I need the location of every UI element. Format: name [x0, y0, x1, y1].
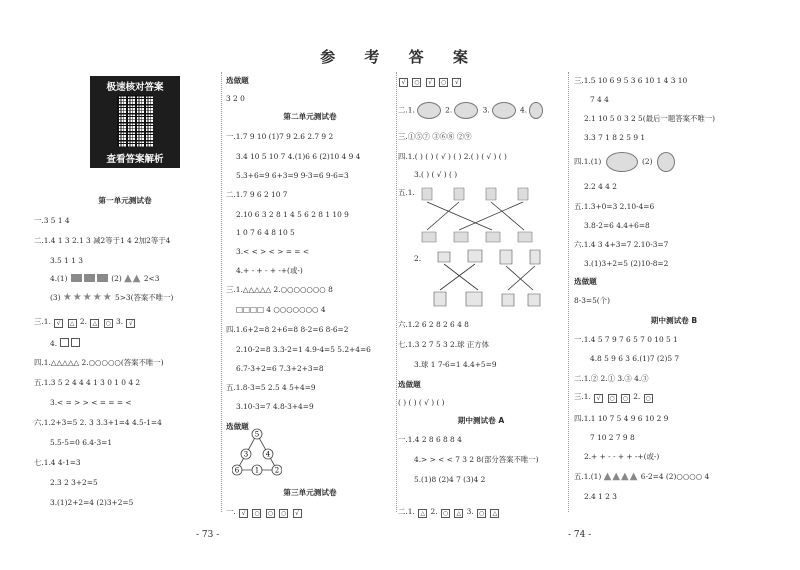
answer-line: □□□□ 4 ○○○○○○○ 4 — [236, 305, 326, 314]
answer-line: 5.5-5=0 6.4-3=1 — [50, 438, 113, 447]
checkbox-mark: △ — [490, 509, 499, 518]
checkbox-mark: △ — [454, 509, 463, 518]
section-label: 选做题 — [574, 277, 597, 286]
checkbox-mark: △ — [68, 319, 77, 328]
filled-square-icon — [84, 274, 95, 282]
checkbox-icon — [60, 338, 69, 347]
section-label: 选做题 — [226, 76, 249, 85]
answer-text: 3. — [482, 105, 490, 115]
answer-line: 六.1.4 3 4+3=7 2.10-3=7 — [574, 240, 669, 249]
checkbox-mark: √ — [126, 319, 135, 328]
answer-line: ( ) ( ) ( √ ) ( ) — [398, 398, 445, 407]
answer-line: 3.8-2=6 4.4+6=8 — [584, 221, 650, 230]
answer-line: 2.10-2=8 3.3-2=1 4.9-4=5 5.2+4=6 — [236, 345, 371, 354]
answer-line: 3.( ) ( √ ) ( ) — [414, 170, 458, 179]
page-number-left: - 73 - — [196, 530, 220, 540]
answer-line: 7 4 4 — [590, 95, 609, 104]
checkbox-icon — [71, 338, 80, 347]
qr-code-icon[interactable] — [117, 95, 153, 147]
answers-column-3 — [398, 70, 564, 517]
answer-text: 三.1. — [34, 317, 51, 326]
answer-line: 4.8 5 9 6 3 6.(1)7 (2)5 7 — [590, 354, 680, 363]
answer-line: 5.(1)8 (2)4 7 (3)4 2 — [414, 475, 486, 484]
answer-line: 五.1.8-3=5 2.5 4 5+4=9 — [226, 383, 316, 392]
section-heading: 第二单元测试卷 — [283, 112, 337, 121]
answer-line: 四.1.( ) ( ) ( √ ) ( ) 2.( ) ( √ ) ( ) — [398, 152, 507, 161]
answer-line: 7 10 2 7 9 8 — [590, 433, 635, 442]
answers-column-2 — [226, 70, 394, 517]
answer-line — [50, 293, 173, 303]
answer-text: 二.1. — [398, 507, 415, 516]
answers-column-1 — [34, 70, 216, 510]
checkbox-mark: ○ — [414, 79, 420, 86]
answer-line — [50, 274, 159, 284]
answer-text: 5>3(答案不唯一) — [115, 293, 174, 302]
answer-line: 一.1.7 9 10 (1)7 9 2.6 2.7 9 2 — [226, 132, 334, 141]
triangle-node: 2 — [274, 466, 280, 475]
checkbox-mark: ○ — [267, 510, 273, 517]
answer-line: 七.1.3 2 7 5 3 2.球 正方体 — [398, 340, 490, 349]
checkbox-mark: ○ — [254, 510, 260, 517]
answer-text: 2. — [430, 507, 438, 516]
triangle-node: 3 — [243, 450, 249, 459]
answer-line: 二.1.7 9 6 2 10 7 — [226, 190, 288, 199]
answer-line: 2.+ + - - + + -+(或-) — [584, 452, 660, 461]
column-divider — [396, 72, 397, 512]
answer-text: (2) — [641, 157, 653, 166]
checkbox-mark: ○ — [281, 510, 287, 517]
number-triangle-diagram — [232, 426, 282, 476]
answer-text: 6-2=4 (2)○○○○ 4 — [640, 472, 710, 481]
checkbox-mark: √ — [594, 394, 603, 403]
answer-text: 四.1.(1) — [574, 157, 602, 166]
answer-line: 2.10 6 3 2 8 1 4 5 6 2 8 1 10 9 — [236, 210, 349, 219]
answer-line: 8-3=5(个) — [574, 296, 610, 305]
answer-line: 3.5 1 1 3 — [50, 256, 83, 265]
triangle-icon: ▲▲▲▲ — [603, 471, 639, 482]
filled-square-icon — [97, 274, 108, 282]
answer-text: 2. — [633, 392, 641, 401]
answer-text: 三.1. — [574, 392, 591, 401]
answer-line: 4.> > < < 7 3 2 8(部分答案不唯一) — [414, 455, 539, 464]
answer-line — [574, 392, 654, 403]
answer-line: 3.(1)3+2=5 (2)10-8=2 — [584, 259, 669, 268]
answer-line: 四.1.△△△△△ 2.○○○○○(答案不唯一) — [34, 358, 164, 367]
answer-line: 6.7-3+2=6 7.3+2+3=8 — [236, 364, 324, 373]
answer-text: 五.1.(1) — [574, 472, 602, 481]
answer-line — [398, 102, 545, 119]
answer-line: 3 2 0 — [226, 94, 245, 103]
checkbox-mark: √ — [452, 78, 461, 87]
answer-line: 二.1.4 1 3 2.1 3 减2等于1 4 2加2等于4 — [34, 236, 171, 245]
answer-line: 3.球 1 7-6=1 4.4+5=9 — [414, 360, 497, 369]
qr-bottom-text: 查看答案解析 — [106, 154, 164, 165]
triangle-node: 4 — [265, 450, 271, 459]
answer-line — [34, 317, 136, 328]
leaf-picture-icon — [492, 102, 516, 119]
answer-text: 2. — [79, 317, 87, 326]
answer-line: 五.1.3 5 2 4 4 4 1 3 0 1 0 4 2 — [34, 378, 141, 387]
dinosaur-picture-icon — [606, 152, 638, 172]
page-number-right: - 74 - — [568, 530, 592, 540]
answer-line: 1 0 7 6 4 8 10 5 — [236, 228, 295, 237]
answer-line: 一.1.4 2 8 6 8 8 4 — [398, 435, 462, 444]
answer-line: 3.10-3=7 4.8-3+4=9 — [236, 402, 314, 411]
answer-line: 一.1.4 5 7 9 7 6 5 7 0 10 5 1 — [574, 335, 678, 344]
answer-text: 4.(1) — [50, 274, 68, 283]
answer-line: 2.2 4 4 2 — [584, 182, 617, 191]
answer-line: 2. — [414, 254, 422, 263]
answer-line: 3.(1)2+2=4 (2)3+2=5 — [50, 498, 134, 507]
column-divider — [568, 72, 569, 512]
star-icon: ★★★★★ — [62, 292, 113, 303]
answer-text: 2. — [445, 105, 453, 115]
section-heading: 第一单元测试卷 — [98, 196, 152, 205]
answer-text: 4. — [520, 105, 528, 115]
matching-lines-diagram-2 — [418, 248, 548, 310]
answer-line — [574, 472, 709, 482]
answer-line: 4.+ - + - + -+(或-) — [236, 266, 303, 275]
answer-line: 2.3 2 3+2=5 — [50, 478, 98, 487]
triangle-node: 5 — [254, 430, 260, 439]
answer-line — [226, 507, 303, 518]
triangle-node: 1 — [254, 466, 260, 475]
checkbox-mark: √ — [426, 78, 435, 87]
page-title: 参 考 答 案 — [320, 48, 480, 66]
answer-line: 2.4 1 2 3 — [584, 492, 617, 501]
checkbox-mark: ○ — [622, 395, 628, 402]
answer-line — [574, 152, 677, 172]
fish-picture-icon — [454, 102, 478, 119]
section-label: 选做题 — [398, 380, 421, 389]
answer-line — [398, 76, 462, 87]
answer-line: 2.1 10 5 0 3 2 5(最后一题答案不唯一) — [584, 114, 716, 123]
answer-text: 4. — [50, 339, 58, 348]
answer-line: 六.1.2+3=5 2. 3 3.3+1=4 4.5-1=4 — [34, 418, 162, 427]
checkbox-mark: √ — [399, 78, 408, 87]
answer-line: 一.3 5 1 4 — [34, 216, 70, 225]
answer-line: 四.1.6+2=8 2+6=8 8-2=6 8-6=2 — [226, 325, 349, 334]
checkbox-mark: √ — [239, 509, 248, 518]
section-heading: 期中测试卷 B — [650, 316, 698, 325]
answer-text: (3) — [50, 293, 61, 302]
answer-line: 四.1.1 10 7 5 4 9 6 10 2 9 — [574, 414, 669, 423]
checkbox-mark: √ — [54, 319, 63, 328]
balloon-picture-icon — [657, 152, 675, 172]
answer-line: 3.4 10 5 10 7 4.(1)6 6 (2)10 4 9 4 — [236, 152, 361, 161]
answer-line: 3.< = > > < = = = < — [50, 398, 132, 407]
checkbox-mark: ○ — [609, 395, 615, 402]
checkbox-mark: √ — [293, 509, 302, 518]
section-heading: 第三单元测试卷 — [283, 488, 337, 497]
answer-line — [398, 507, 500, 518]
answer-line: 3.3 7 1 8 2 5 9 1 — [584, 133, 646, 142]
answer-text: 二.1. — [398, 105, 415, 115]
checkbox-mark: ○ — [478, 510, 485, 517]
answer-text: 2<3 — [143, 274, 160, 283]
shell-picture-icon — [417, 102, 441, 119]
answers-column-4 — [574, 70, 774, 510]
column-divider — [221, 72, 222, 512]
checkbox-mark: △ — [90, 319, 99, 328]
triangle-icon: ▲▲ — [124, 273, 142, 284]
answer-line: 五.1.3+0=3 2.10-4=6 — [574, 202, 655, 211]
qr-top-text: 极速核对答案 — [106, 82, 164, 93]
answer-line: 3.< < > < > = = < — [236, 247, 310, 256]
answer-line: 五.1. — [398, 188, 415, 197]
answer-line: 六.1.2 6 2 8 2 6 4 8 — [398, 320, 469, 329]
section-label: 选做题 — [226, 422, 249, 431]
answer-line — [50, 338, 81, 349]
checkbox-mark: ○ — [440, 79, 447, 86]
triangle-node: 6 — [234, 466, 240, 475]
answer-text: 3. — [116, 317, 124, 326]
answer-line: 三.1.△△△△△ 2.○○○○○○○ 8 — [226, 285, 333, 294]
checkbox-mark: ○ — [645, 395, 651, 402]
checkbox-mark: ○ — [442, 510, 449, 517]
checkbox-mark: ○ — [105, 320, 111, 327]
matching-lines-diagram-1 — [414, 186, 544, 246]
section-heading: 期中测试卷 A — [457, 416, 505, 425]
answer-line: 七.1.4 4-1=3 — [34, 458, 81, 467]
answer-text: (2) — [111, 274, 122, 283]
answer-text: 一. — [226, 507, 236, 516]
answer-line: 三.①⑤⑦ ③⑥⑧ ②⑨ — [398, 132, 472, 141]
filled-square-icon — [71, 274, 82, 282]
checkbox-mark: △ — [418, 509, 427, 518]
egg-picture-icon — [529, 102, 543, 119]
answer-line: 三.1.5 10 6 9 5 3 6 10 1 4 3 10 — [574, 76, 688, 85]
answer-line: 5.3+6=9 6+3=9 9-3=6 9-6=3 — [236, 171, 349, 180]
qr-code-panel — [90, 76, 180, 168]
answer-text: 3. — [466, 507, 474, 516]
answer-line: 二.1.② 2.① 3.③ 4.③ — [574, 374, 649, 383]
